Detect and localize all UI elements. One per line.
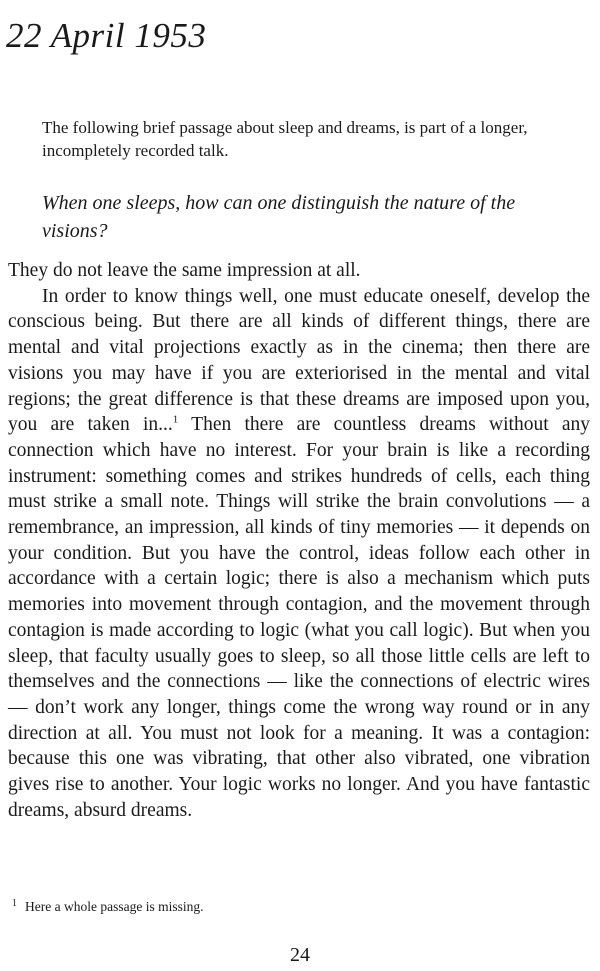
answer-paragraph xyxy=(8,284,590,824)
answer-text-part1: In order to know things well, one must educate oneself, develop the conscious being. But there are all kinds of different things, there are mental and vital projections exactly as in the cinema; then there are visions you may have if you are exteriorised in the mental and vital regions; the great difference is that these dreams are imposed upon you, you are taken in... xyxy=(8,285,590,436)
answer-body xyxy=(8,258,590,823)
footnote-mark: 1 xyxy=(12,897,17,909)
footnote-text: Here a whole passage is missing. xyxy=(25,899,204,914)
answer-first-line: They do not leave the same impression at all. xyxy=(8,260,361,281)
answer-text-part2: Then there are countless dreams without any connection which have no interest. For your brain is like a recording instrument: something comes and strikes hundreds of cells, each thing must strike a small note. Things will strike the brain convolutions — a remembrance, an impression, all kinds of tiny memories — it depends on your condition. But you have the control, ideas follow each other in accordance with a certain logic; there is also a mechanism which puts memories into movement through contagion, and the movement through contagion is made according to logic (what you call logic). But when you sleep, that faculty usually goes to sleep, so all those little cells are left to themselves and the connections — like the connections of electric wires — don’t work any longer, things come the wrong way round or in any direction at all. You must not look for a meaning. It was a contagion: because this one was vibrating, that other also vibrated, one vibration gives rise to another. Your logic works no longer. And you have fantastic dreams, absurd dreams. xyxy=(8,414,590,821)
date-heading: 22 April 1953 xyxy=(6,16,207,55)
intro-note: The following brief passage about sleep and dreams, is part of a longer, incompletely recorded talk. xyxy=(42,118,528,160)
footnote-reference: 1 xyxy=(172,413,179,426)
question-text: When one sleeps, how can one distinguish the nature of the visions? xyxy=(42,192,516,242)
footnote xyxy=(12,898,572,916)
page-number: 24 xyxy=(290,944,310,966)
